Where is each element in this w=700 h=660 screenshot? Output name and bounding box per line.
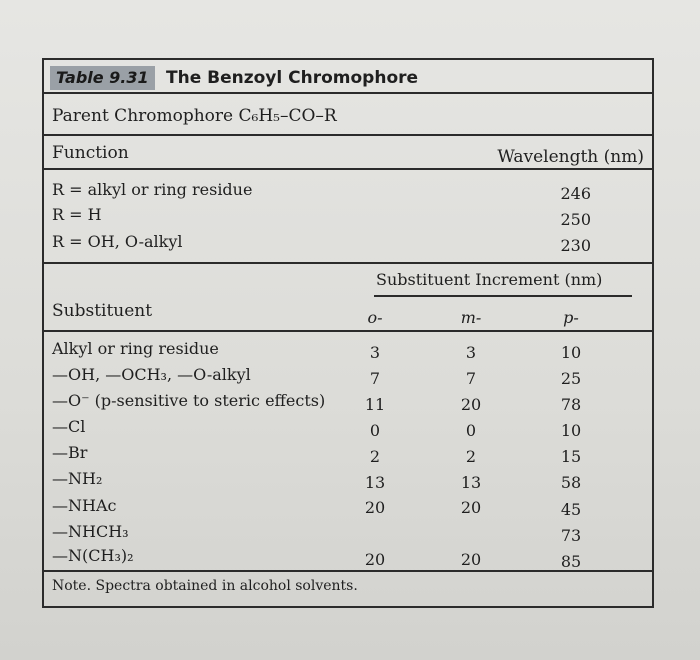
function-name: R = H bbox=[52, 205, 102, 224]
para-value: 58 bbox=[560, 473, 582, 492]
meta-value: 7 bbox=[465, 369, 477, 388]
para-value: 25 bbox=[560, 369, 582, 388]
ortho-value: 11 bbox=[364, 395, 386, 414]
substituent-name: —Cl bbox=[52, 417, 86, 436]
para-value: 10 bbox=[560, 421, 582, 440]
divider bbox=[44, 570, 652, 572]
table-number: Table 9.31 bbox=[50, 66, 155, 90]
substituent-name: —Br bbox=[52, 443, 88, 462]
substituent-name: —NHCH₃ bbox=[52, 522, 129, 541]
wavelength-header: Wavelength (nm) bbox=[497, 147, 644, 167]
para-value: 10 bbox=[560, 343, 582, 362]
ortho-value: 3 bbox=[369, 343, 381, 362]
meta-header: m- bbox=[460, 308, 482, 327]
para-value: 45 bbox=[560, 500, 582, 519]
meta-value: 2 bbox=[465, 447, 477, 466]
para-value: 15 bbox=[560, 447, 582, 466]
table-title: The Benzoyl Chromophore bbox=[166, 68, 419, 88]
divider bbox=[44, 134, 652, 136]
meta-value: 20 bbox=[460, 498, 482, 517]
substituent-name: —NHAc bbox=[52, 496, 117, 515]
para-value: 85 bbox=[560, 552, 582, 571]
divider bbox=[44, 330, 652, 332]
function-wavelength: 230 bbox=[560, 236, 591, 255]
para-value: 73 bbox=[560, 526, 582, 545]
ortho-value: 13 bbox=[364, 473, 386, 492]
substituent-name: —N(CH₃)₂ bbox=[52, 546, 134, 565]
substituent-header: Substituent bbox=[52, 301, 153, 321]
function-name: R = OH, O-alkyl bbox=[52, 232, 183, 251]
meta-value: 13 bbox=[460, 473, 482, 492]
ortho-value: 20 bbox=[364, 550, 386, 569]
substituent-name: Alkyl or ring residue bbox=[52, 339, 219, 358]
parent-chromophore: Parent Chromophore C₆H₅–CO–R bbox=[52, 106, 337, 126]
function-wavelength: 246 bbox=[560, 184, 591, 203]
para-value: 78 bbox=[560, 395, 582, 414]
ortho-value: 20 bbox=[364, 498, 386, 517]
substituent-name: —O⁻ (p-sensitive to steric effects) bbox=[52, 391, 326, 410]
ortho-value: 2 bbox=[369, 447, 381, 466]
meta-value: 3 bbox=[465, 343, 477, 362]
para-header: p- bbox=[563, 308, 579, 327]
benzoyl-chromophore-table bbox=[42, 58, 654, 608]
meta-value: 20 bbox=[460, 550, 482, 569]
substituent-name: —OH, —OCH₃, —O-alkyl bbox=[52, 365, 251, 384]
substituent-name: —NH₂ bbox=[52, 469, 103, 488]
meta-value: 0 bbox=[465, 421, 477, 440]
function-header: Function bbox=[52, 143, 129, 163]
function-wavelength: 250 bbox=[560, 210, 591, 229]
ortho-value: 7 bbox=[369, 369, 381, 388]
ortho-header: o- bbox=[367, 308, 383, 327]
divider bbox=[44, 168, 652, 170]
function-name: R = alkyl or ring residue bbox=[52, 180, 253, 199]
divider bbox=[44, 92, 652, 94]
table-note: Note. Spectra obtained in alcohol solvents. bbox=[52, 578, 358, 594]
meta-value: 20 bbox=[460, 395, 482, 414]
divider bbox=[44, 262, 652, 264]
ortho-value: 0 bbox=[369, 421, 381, 440]
increment-underline bbox=[374, 295, 632, 297]
increment-header: Substituent Increment (nm) bbox=[376, 270, 603, 289]
